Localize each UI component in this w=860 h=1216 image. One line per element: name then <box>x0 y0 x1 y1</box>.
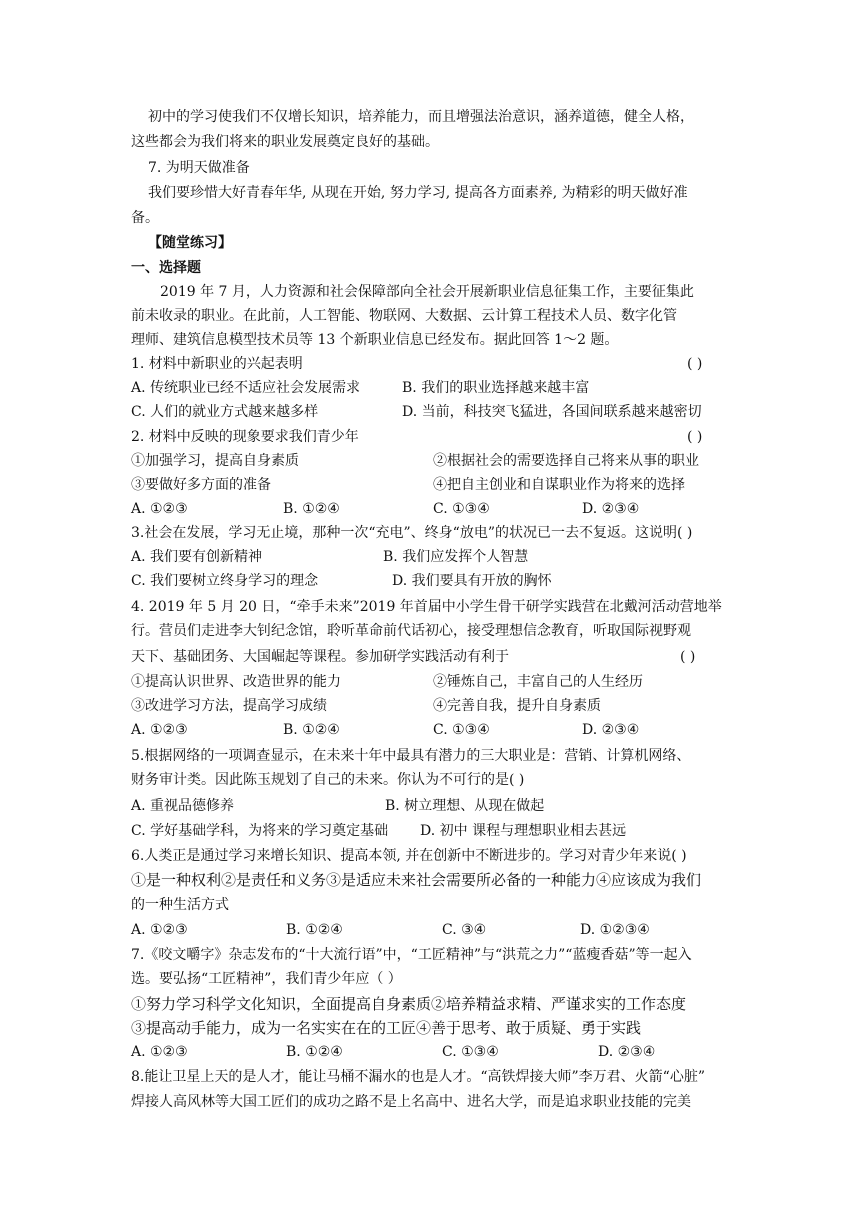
intro-line-2: 这些都会为我们将来的职业发展奠定良好的基础。 <box>131 134 439 150</box>
q1-option-b: B. 我们的职业选择越来越丰富 <box>402 380 590 396</box>
q3-option-a: A. 我们要有创新精神 <box>131 549 263 565</box>
q5-option-d: D. 初中 课程与理想职业相去甚远 <box>420 823 627 839</box>
q5-line-1: 5.根据网络的一项调查显示，在未来十年中最具有潜力的三大职业是：营销、计算机网络、 <box>131 748 691 764</box>
q1-option-d: D. 当前，科技突飞猛进，各国间联系越来越密切 <box>402 404 702 420</box>
q4-answer-paren: ( ) <box>680 649 696 665</box>
q7-option-b: B. ①②④ <box>286 1044 343 1060</box>
q2-statement-2: ②根据社会的需要选择自己将来从事的职业 <box>433 453 699 469</box>
q2-statement-1: ①加强学习，提高自身素质 <box>131 453 299 469</box>
q3-option-c: C. 我们要树立终身学习的理念 <box>131 573 319 589</box>
q4-statement-2: ②锤炼自己，丰富自己的人生经历 <box>433 674 643 690</box>
q2-option-a: A. ①②③ <box>131 501 188 517</box>
section-title: 【随堂练习】 <box>148 235 232 251</box>
q6-option-b: B. ①②④ <box>286 922 343 938</box>
q4-line-2: 行。营员们走进李大钊纪念馆，聆听革命前代话初心，接受理想信念教育，听取国际视野观 <box>131 623 691 639</box>
q7-option-d: D. ②③④ <box>598 1044 656 1060</box>
q1-answer-paren: ( ) <box>687 356 703 372</box>
material-line-2: 前未收录的职业。在此前，人工智能、物联网、大数据、云计算工程技术人员、数字化管 <box>131 308 677 324</box>
heading-7: 7. 为明天做准备 <box>148 160 250 176</box>
q1-option-a: A. 传统职业已经不适应社会发展需求 <box>131 380 361 396</box>
q7-statement-3-4: ③提高动手能力，成为一名实实在在的工匠④善于思考、敢于质疑、勇于实践 <box>131 1019 642 1037</box>
q4-option-b: B. ①②④ <box>283 722 340 738</box>
q7-statement-1-2: ①努力学习科学文化知识，全面提高自身素质②培养精益求精、严谨求实的工作态度 <box>131 995 687 1013</box>
q4-statement-4: ④完善自我，提升自身素质 <box>433 698 601 714</box>
q2-stem: 2. 材料中反映的现象要求我们青少年 <box>131 429 359 445</box>
q6-line-3: 的一种生活方式 <box>131 897 229 913</box>
q2-option-c: C. ①③④ <box>433 501 490 517</box>
q5-option-c: C. 学好基础学科，为将来的学习奠定基础 <box>131 823 389 839</box>
material-line-3: 理师、建筑信息模型技术员等 13 个新职业信息已经发布。据此回答 1～2 题。 <box>131 332 619 348</box>
q2-statement-4: ④把自主创业和自谋职业作为将来的选择 <box>433 477 685 493</box>
intro-line-3: 我们要珍惜大好青春年华, 从现在开始, 努力学习, 提高各方面素养, 为精彩的明天做好准 <box>148 185 688 201</box>
q3-option-d: D. 我们要具有开放的胸怀 <box>392 573 552 589</box>
q1-option-c: C. 人们的就业方式越来越多样 <box>131 404 319 420</box>
q7-line-2: 选。要弘扬“工匠精神”，我们青少年应（ ） <box>131 971 402 987</box>
q4-line-3: 天下、基础团务、大国崛起等课程。参加研学实践活动有利于 <box>131 649 509 665</box>
q6-option-d: D. ①②③④ <box>580 922 650 938</box>
q2-option-d: D. ②③④ <box>582 501 640 517</box>
q4-option-a: A. ①②③ <box>131 722 188 738</box>
q7-option-c: C. ①③④ <box>442 1044 499 1060</box>
q4-option-c: C. ①③④ <box>433 722 490 738</box>
q2-option-b: B. ①②④ <box>283 501 340 517</box>
section-part: 一、选择题 <box>131 260 201 276</box>
q3-option-b: B. 我们应发挥个人智慧 <box>383 549 529 565</box>
intro-line-1: 初中的学习使我们不仅增长知识，培养能力，而且增强法治意识，涵养道德，健全人格， <box>148 109 694 125</box>
intro-line-4: 备。 <box>131 210 159 226</box>
q1-stem: 1. 材料中新职业的兴起表明 <box>131 356 303 372</box>
q6-line-2: ①是一种权利②是责任和义务③是适应未来社会需要所必备的一种能力④应该成为我们 <box>131 871 702 889</box>
q6-option-c: C. ③④ <box>442 922 487 938</box>
q2-answer-paren: ( ) <box>687 429 703 445</box>
q5-option-a: A. 重视品德修养 <box>131 798 235 814</box>
q5-option-b: B. 树立理想、从现在做起 <box>385 798 545 814</box>
q7-line-1: 7.《咬文嚼字》杂志发布的“十大流行语”中，“工匠精神”与“洪荒之力”“蓝瘦香菇”等一起入 <box>131 947 692 963</box>
q8-line-1: 8.能让卫星上天的是人才，能让马桶不漏水的也是人才。“高铁焊接大师”李万君、火箭“心脏” <box>131 1069 705 1085</box>
q2-statement-3: ③要做好多方面的准备 <box>131 477 271 493</box>
q4-statement-3: ③改进学习方法，提高学习成绩 <box>131 698 327 714</box>
q4-statement-1: ①提高认识世界、改造世界的能力 <box>131 674 341 690</box>
q6-option-a: A. ①②③ <box>131 922 188 938</box>
q4-option-d: D. ②③④ <box>582 722 640 738</box>
q6-line-1: 6.人类正是通过学习来增长知识、提高本领, 并在创新中不断进步的。学习对青少年来说( ) <box>131 848 687 864</box>
q4-line-1: 4. 2019 年 5 月 20 日，“牵手未来”2019 年首届中小学生骨干研学实践营在北戴河活动营地举 <box>131 599 722 615</box>
material-line-1: 2019 年 7 月，人力资源和社会保障部向全社会开展新职业信息征集工作，主要征集此 <box>160 284 694 300</box>
q5-line-2: 财务审计类。因此陈玉规划了自己的未来。你认为不可行的是( ) <box>131 772 525 788</box>
q8-line-2: 焊接人高风林等大国工匠们的成功之路不是上名高中、进名大学，而是追求职业技能的完美 <box>131 1094 691 1110</box>
q3-stem: 3.社会在发展，学习无止境，那种一次“充电”、终身“放电”的状况已一去不复返。这说明( ) <box>131 525 693 541</box>
q7-option-a: A. ①②③ <box>131 1044 188 1060</box>
